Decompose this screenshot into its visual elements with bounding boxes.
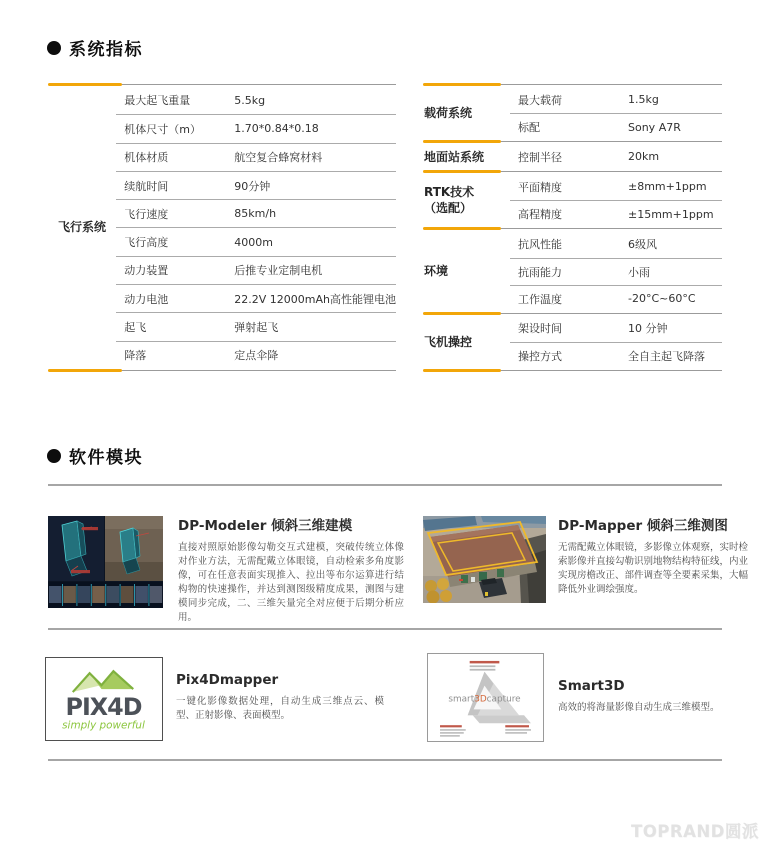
dp-mapper-block xyxy=(558,514,748,597)
section-title-text: 软件模块 xyxy=(69,448,143,468)
spec-value: 85km/h xyxy=(234,207,277,221)
bullet-icon xyxy=(47,449,61,463)
spec-label: 动力装置 xyxy=(124,264,169,278)
spec-label: 高程精度 xyxy=(518,208,562,222)
section-title-text: 系统指标 xyxy=(69,40,143,60)
spec-value: 5.5kg xyxy=(234,93,266,107)
flight-system-table xyxy=(48,83,396,372)
spec-label: 最大起飞重量 xyxy=(124,94,191,108)
table-row xyxy=(116,312,396,340)
spec-value: ±15mm+1ppm xyxy=(628,207,714,221)
spec-label: 工作温度 xyxy=(518,292,562,306)
spec-group-control xyxy=(423,312,722,369)
dp-mapper-screenshot xyxy=(423,516,546,603)
category-label: 地面站系统 xyxy=(424,149,485,164)
border-line xyxy=(501,228,722,229)
pix4d-logo xyxy=(45,657,163,741)
category-label: 飞机操控 xyxy=(424,334,473,349)
pix4d-block xyxy=(176,672,384,723)
section-divider xyxy=(48,759,722,761)
border-line xyxy=(501,171,722,172)
border-line xyxy=(501,84,722,85)
software-description: 一键化影像数据处理，自动生成三维点云、模型、正射影像、表面模型。 xyxy=(176,696,384,721)
table-row xyxy=(116,227,396,255)
spec-label: 降落 xyxy=(124,349,147,363)
software-description: 直接对照原始影像勾勒交互式建模，突破传统立体像对作业方法，无需配戴立体眼镜，自动检索多角度影像，可在任意表面实现推入、拉出等布尔运算进行结构物的快速操作，并达到测图级精度成果，测图与建模同步完成，二、三维矢量完全对应便于后期分析应用。 xyxy=(178,542,404,623)
spec-value: Sony A7R xyxy=(628,120,681,134)
spec-label: 控制半径 xyxy=(518,150,562,164)
border-line xyxy=(122,84,396,85)
spec-value: 1.5kg xyxy=(628,93,659,107)
smart3d-block xyxy=(558,678,758,715)
software-title: Pix4Dmapper xyxy=(176,672,279,688)
table-row xyxy=(116,143,396,171)
spec-group-groundstation xyxy=(423,140,722,170)
smart3d-logo-text: smart3Dcapture xyxy=(448,694,521,705)
accent-bar xyxy=(48,369,122,372)
spec-value: 航空复合蜂窝材料 xyxy=(234,151,323,165)
table-row xyxy=(116,86,396,114)
table-row xyxy=(116,171,396,199)
table-row xyxy=(510,173,722,200)
software-description: 高效的将海量影像自动生成三维模型。 xyxy=(558,702,720,713)
table-row xyxy=(510,258,722,285)
table-row xyxy=(116,199,396,227)
section-title-software xyxy=(47,443,143,468)
table-row xyxy=(510,200,722,227)
spec-label: 平面精度 xyxy=(518,180,562,194)
section-title-system xyxy=(47,35,143,60)
spec-value: 后推专业定制电机 xyxy=(234,264,323,278)
border-line xyxy=(501,141,722,142)
category-label: 载荷系统 xyxy=(424,106,473,121)
spec-value: 20km xyxy=(628,150,660,164)
spec-value: 6级风 xyxy=(628,238,657,252)
border-line xyxy=(501,370,722,371)
spec-label: 抗风性能 xyxy=(518,238,562,252)
border-line xyxy=(122,370,396,371)
dp-modeler-screenshot xyxy=(48,516,163,608)
brand-watermark: TOPRAND圆派 xyxy=(631,822,759,841)
spec-value: 90分钟 xyxy=(234,179,271,193)
table-row xyxy=(116,284,396,312)
spec-label: 标配 xyxy=(518,121,540,135)
table-row xyxy=(510,143,722,170)
software-title: Smart3D xyxy=(558,678,625,694)
pix4d-logo-tagline: simply powerful xyxy=(62,719,145,732)
pix4d-logo-text: PIX4D xyxy=(65,692,142,721)
spec-label: 续航时间 xyxy=(124,179,169,193)
table-row xyxy=(510,342,722,369)
table-row xyxy=(116,114,396,142)
accent-bar xyxy=(423,369,501,372)
section-divider xyxy=(48,628,722,630)
spec-label: 抗雨能力 xyxy=(518,265,562,279)
smart3d-logo xyxy=(427,653,544,742)
payload-env-table xyxy=(423,83,722,372)
software-title: DP-Modeler 倾斜三维建模 xyxy=(178,518,353,534)
spec-label: 飞行高度 xyxy=(124,236,169,250)
table-bottom-border xyxy=(423,369,722,372)
spec-value: 10 分钟 xyxy=(628,322,668,336)
spec-group-environment xyxy=(423,227,722,311)
spec-value: 1.70*0.84*0.18 xyxy=(234,122,319,136)
table-row xyxy=(510,285,722,312)
spec-label: 机体材质 xyxy=(124,151,169,165)
category-label: 环境 xyxy=(424,264,449,279)
table-row xyxy=(510,230,722,257)
spec-value: 全自主起飞降落 xyxy=(628,349,705,363)
spec-label: 动力电池 xyxy=(124,292,169,306)
spec-group-payload xyxy=(423,83,722,140)
spec-label: 机体尺寸（m） xyxy=(124,122,201,136)
spec-value: -20°C~60°C xyxy=(628,292,696,306)
spec-label: 最大载荷 xyxy=(518,93,562,107)
spec-value: 弹射起飞 xyxy=(234,321,279,335)
software-title: DP-Mapper 倾斜三维测图 xyxy=(558,518,728,534)
spec-value: 小雨 xyxy=(628,265,650,279)
table-row xyxy=(510,86,722,113)
category-label: RTK技术 （选配） xyxy=(424,185,475,216)
table-row xyxy=(116,256,396,284)
spec-value: 22.2V 12000mAh高性能锂电池 xyxy=(234,292,396,306)
spec-value: 定点伞降 xyxy=(234,349,279,363)
spec-tables xyxy=(48,83,722,372)
section-divider xyxy=(48,484,722,486)
category-label: 飞行系统 xyxy=(58,220,107,235)
spec-label: 飞行速度 xyxy=(124,207,169,221)
spec-value: 4000m xyxy=(234,235,273,249)
dp-modeler-block xyxy=(178,514,404,625)
spec-group-rtk xyxy=(423,170,722,227)
spec-label: 操控方式 xyxy=(518,349,562,363)
software-description: 无需配戴立体眼镜，多影像立体观察，实时检索影像并直接勾勒识别地物结构特征线，内业实现房檐改正、部件调查等全要素采集，大幅降低外业调绘强度。 xyxy=(558,542,749,595)
border-line xyxy=(501,313,722,314)
table-bottom-border xyxy=(48,369,396,372)
spec-value: ±8mm+1ppm xyxy=(628,180,707,194)
bullet-icon xyxy=(47,41,61,55)
table-row xyxy=(510,113,722,140)
spec-label: 架设时间 xyxy=(518,322,562,336)
table-row xyxy=(116,341,396,369)
table-row xyxy=(510,315,722,342)
spec-label: 起飞 xyxy=(124,321,147,335)
